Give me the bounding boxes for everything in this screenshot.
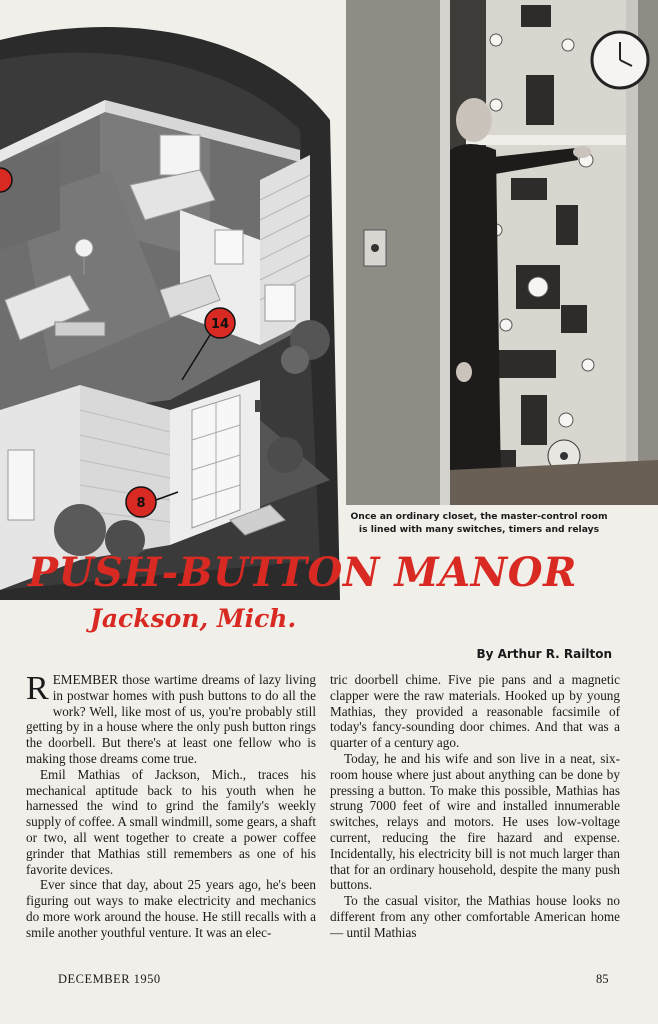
house-cutaway-illustration [0,0,340,600]
callout-14: 14 [210,317,230,332]
body-paragraph: tric doorbell chime. Five pie pans and a magnetic clapper were the raw materials. Hooked up by young Mathias, they provided a reasonable facsimile of today's fancy-sounding door chimes. And that was a quarter of a century ago. [330,672,620,751]
body-paragraph-text: EMEMBER those wartime dreams of lazy living in postwar homes with push buttons to do all the work? Well, like most of us, you're probably still getting by in a house where the only push button rings the doorbell. But there's at least one fellow who is making those dreams come true. [26,672,316,766]
article-headline: PUSH-BUTTON MANOR [28,549,577,596]
article-subhead: Jackson, Mich. [90,604,297,633]
drop-cap: R [26,670,49,707]
body-paragraph: To the casual visitor, the Mathias house looks no different from any other comfortable American home — until Mathias [330,893,620,940]
body-paragraph: Emil Mathias of Jackson, Mich., traces his mechanical aptitude back to his youth when he harnessed the wind to grind the family's weekly supply of coffee. A small windmill, some gears, a shaft or two, all went together to create a power coffee grinder that Mathias still remembers as one of his favorite devices. [26,766,316,877]
photo-caption-line-2: is lined with many switches, timers and relays [358,524,600,535]
body-column-left [26,672,316,941]
footer-issue-date: DECEMBER 1950 [58,972,161,986]
body-column-right [330,672,620,941]
body-paragraph: Today, he and his wife and son live in a neat, six-room house where just about anything can be done by pressing a button. To make this possible, Mathias has strung 7000 feet of wire and installed innumerable switches, relays and motors. He uses low-voltage current, reducing the fire hazard and expense. Incidentally, his electricity bill is not much larger than that for an ordinary household, despite the many push buttons. [330,750,620,893]
body-paragraph: Ever since that day, about 25 years ago, he's been figuring out ways to make electricity and mechanics do more work around the house. He still recalls with a smile another youthful venture. It was an elec- [26,877,316,940]
body-paragraph [26,672,316,767]
master-control-room-photo [346,0,658,505]
photo-caption-line-1: Once an ordinary closet, the master-control room [350,511,608,522]
footer-page-number: 85 [596,972,609,986]
article-byline: By Arthur R. Railton [476,647,612,661]
photo-caption [346,510,612,536]
callout-8: 8 [136,496,146,511]
